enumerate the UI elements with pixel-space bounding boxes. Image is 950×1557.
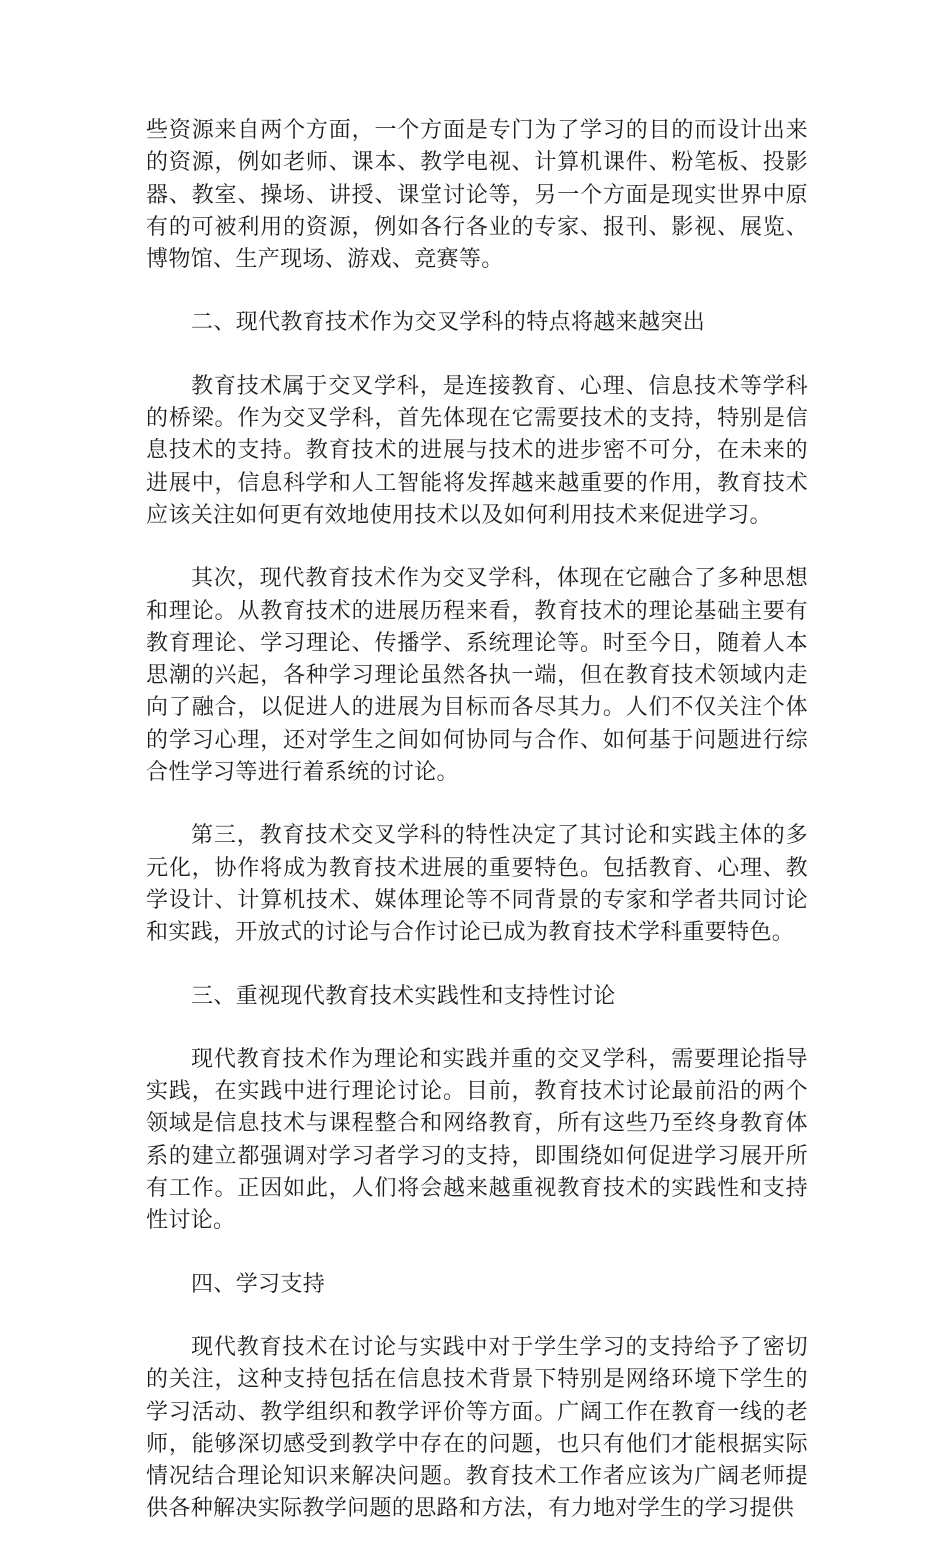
paragraph-collaboration: 第三，教育技术交叉学科的特性决定了其讨论和实践主体的多元化，协作将成为教育技术进展的重要特色。包括教育、心理、教学设计、计算机技术、媒体理论等不同背景的专家和学者共同讨论和实践，开放式的讨论与合作讨论已成为教育技术学科重要特色。 — [146, 823, 808, 946]
paragraph-interdisciplinary-bridge: 教育技术属于交叉学科，是连接教育、心理、信息技术等学科的桥梁。作为交叉学科，首先体现在它需要技术的支持，特别是信息技术的支持。教育技术的进展与技术的进步密不可分，在未来的进展中，信息科学和人工智能将发挥越来越重要的作用，教育技术应该关注如何更有效地使用技术以及如何利用技术来促进学习。 — [146, 373, 808, 528]
paragraph-resources-continuation: 些资源来自两个方面，一个方面是专门为了学习的目的而设计出来的资源，例如老师、课本、教学电视、计算机课件、粉笔板、投影器、教室、操场、讲授、课堂讨论等，另一个方面是现实世界中原有的可被利用的资源，例如各行各业的专家、报刊、影视、展览、博物馆、生产现场、游戏、竞赛等。 — [146, 118, 808, 273]
section-heading-3: 三、重视现代教育技术实践性和支持性讨论 — [191, 983, 616, 1009]
paragraph-practice-support: 现代教育技术作为理论和实践并重的交叉学科，需要理论指导实践，在实践中进行理论讨论。目前，教育技术讨论最前沿的两个领域是信息技术与课程整合和网络教育，所有这些乃至终身教育体系的建立都强调对学习者学习的支持，即围绕如何促进学习展开所有工作。正因如此，人们将会越来越重视教育技术的实践性和支持性讨论。 — [146, 1046, 808, 1234]
document-body — [146, 115, 808, 1557]
paragraph-learning-support: 现代教育技术在讨论与实践中对于学生学习的支持给予了密切的关注，这种支持包括在信息技术背景下特别是网络环境下学生的学习活动、教学组织和教学评价等方面。广阔工作在教育一线的老师，能够深切感受到教学中存在的问题，也只有他们才能根据实际情况结合理论知识来解决问题。教育技术工作者应该为广阔老师提供各种解决实际教学问题的思路和方法，有力地对学生的学习提供 — [146, 1334, 808, 1522]
section-heading-4: 四、学习支持 — [191, 1271, 326, 1297]
paragraph-theory-fusion: 其次，现代教育技术作为交叉学科，体现在它融合了多种思想和理论。从教育技术的进展历程来看，教育技术的理论基础主要有教育理论、学习理论、传播学、系统理论等。时至今日，随着人本思潮的兴起，各种学习理论虽然各执一端，但在教育技术领域内走向了融合，以促进人的进展为目标而各尽其力。人们不仅关注个体的学习心理，还对学生之间如何协同与合作、如何基于问题进行综合性学习等进行着系统的讨论。 — [146, 566, 808, 786]
section-heading-2: 二、现代教育技术作为交叉学科的特点将越来越突出 — [191, 310, 706, 336]
